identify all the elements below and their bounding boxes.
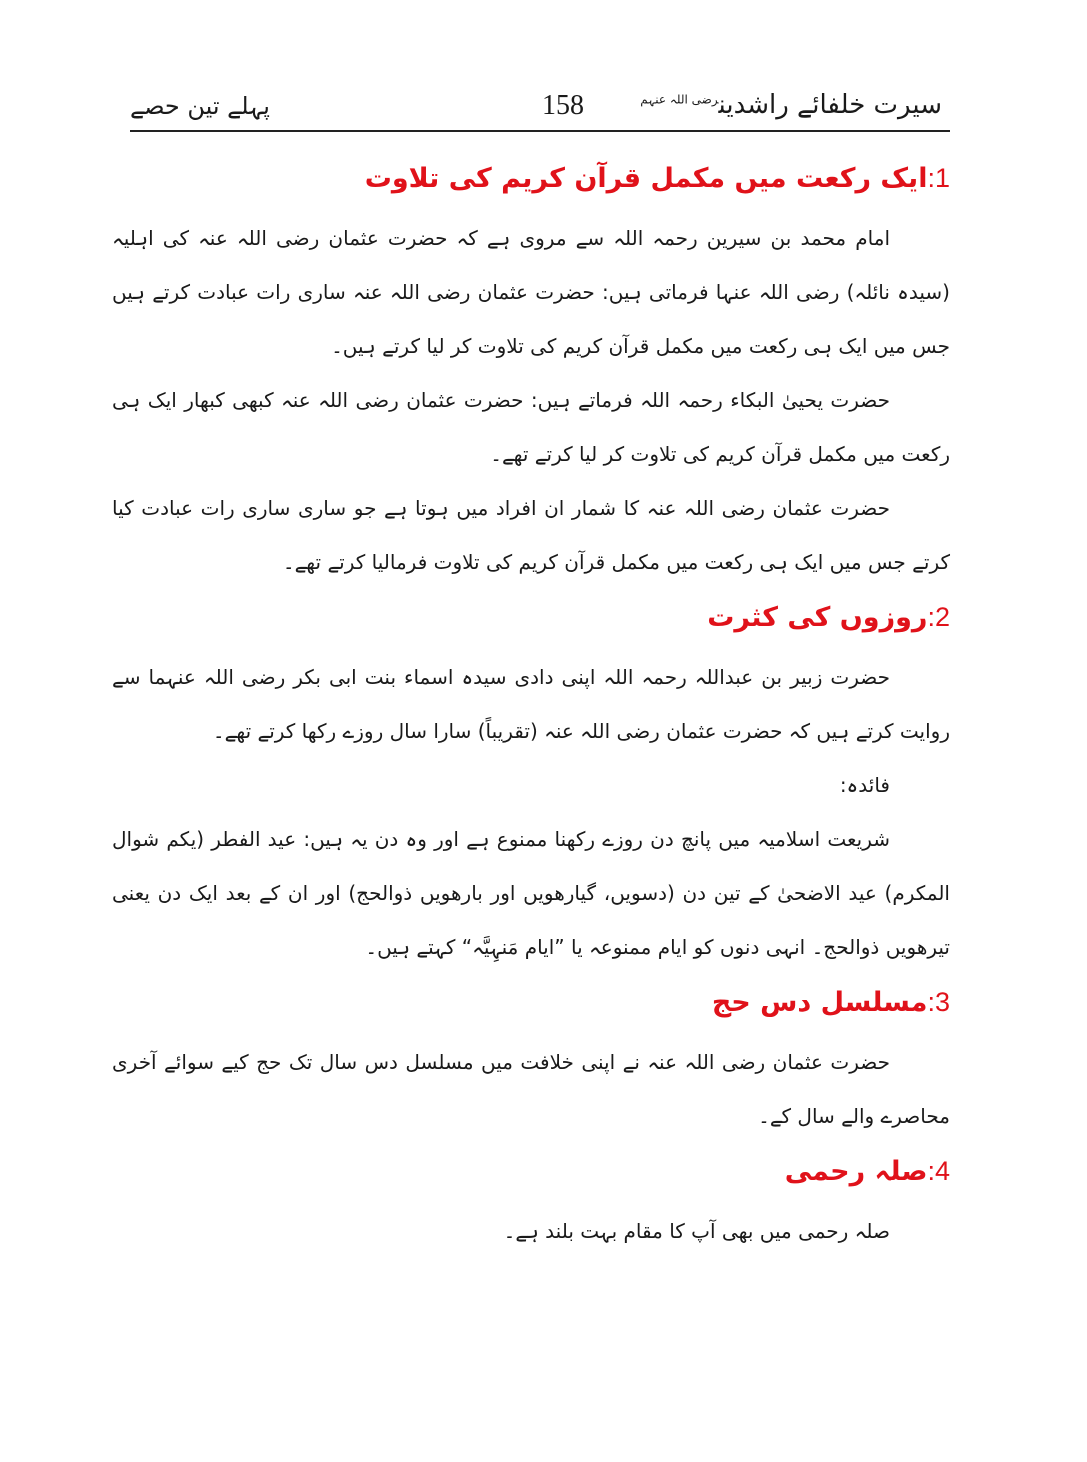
page-number: 158 [542, 90, 584, 121]
section-3-heading: 3:مسلسل دس حج [711, 987, 950, 1018]
honorific-mark: رضی اللہ عنہم [640, 92, 719, 107]
page-header [130, 88, 950, 128]
section-1-paragraph-2: حضرت یحییٰ البکاء رحمہ اللہ فرماتے ہیں: حضرت عثمان رضی اللہ عنہ کبھی کبھار ایک ہی رکعت میں مکمل قرآن کریم کی تلاوت کر لیا کرتے تھے۔ [112, 388, 950, 466]
page-content [112, 150, 950, 1258]
book-title: سیرت خلفائے راشدین$^{رضی اللہ عنہم}$ [640, 90, 942, 120]
note-paragraph: شریعت اسلامیہ میں پانچ دن روزے رکھنا ممنوع ہے اور وہ دن یہ ہیں: عید الفطر (یکم شوال المکرم) عید الاضحیٰ کے تین دن (دسویں، گیارھویں اور بارھویں ذوالحج) اور ان کے بعد ایک دن یعنی تیرھویں ذوالحج۔ انہی دنوں کو ایام ممنوعہ یا ”ایام مَنہِیَّہ“ کہتے ہیں۔ [112, 827, 950, 959]
section-3-paragraph-1: حضرت عثمان رضی اللہ عنہ نے اپنی خلافت میں مسلسل دس سال تک حج کیے سوائے آخری محاصرے والے سال کے۔ [112, 1050, 950, 1128]
note-label: فائدہ: [839, 773, 890, 797]
section-2-heading: 2:روزوں کی کثرت [707, 602, 950, 633]
section-1-paragraph-3: حضرت عثمان رضی اللہ عنہ کا شمار ان افراد میں ہوتا ہے جو ساری ساری رات عبادت کیا کرتے جس میں ایک ہی رکعت میں مکمل قرآن کریم کی تلاوت فرمالیا کرتے تھے۔ [112, 496, 950, 574]
section-1-heading: 1:ایک رکعت میں مکمل قرآن کریم کی تلاوت [364, 163, 950, 194]
section-4-heading: 4:صلہ رحمی [784, 1156, 950, 1187]
section-1-paragraph-1: امام محمد بن سیرین رحمہ اللہ سے مروی ہے کہ حضرت عثمان رضی اللہ عنہ کی اہلیہ (سیدہ نائلہ) رضی اللہ عنہا فرماتی ہیں: حضرت عثمان رضی اللہ عنہ ساری رات عبادت کرتے ہیں جس میں ایک ہی رکعت میں مکمل قرآن کریم کی تلاوت کر لیا کرتے ہیں۔ [112, 226, 950, 358]
header-divider [130, 130, 950, 132]
section-4-paragraph-1: صلہ رحمی میں بھی آپ کا مقام بہت بلند ہے۔ [503, 1219, 890, 1243]
section-indicator: پہلے تین حصے [130, 92, 270, 120]
section-2-paragraph-1: حضرت زبیر بن عبداللہ رحمہ اللہ اپنی دادی سیدہ اسماء بنت ابی بکر رضی اللہ عنہما سے روایت کرتے ہیں کہ حضرت عثمان رضی اللہ عنہ (تقریباً) سارا سال روزے رکھا کرتے تھے۔ [112, 665, 950, 743]
